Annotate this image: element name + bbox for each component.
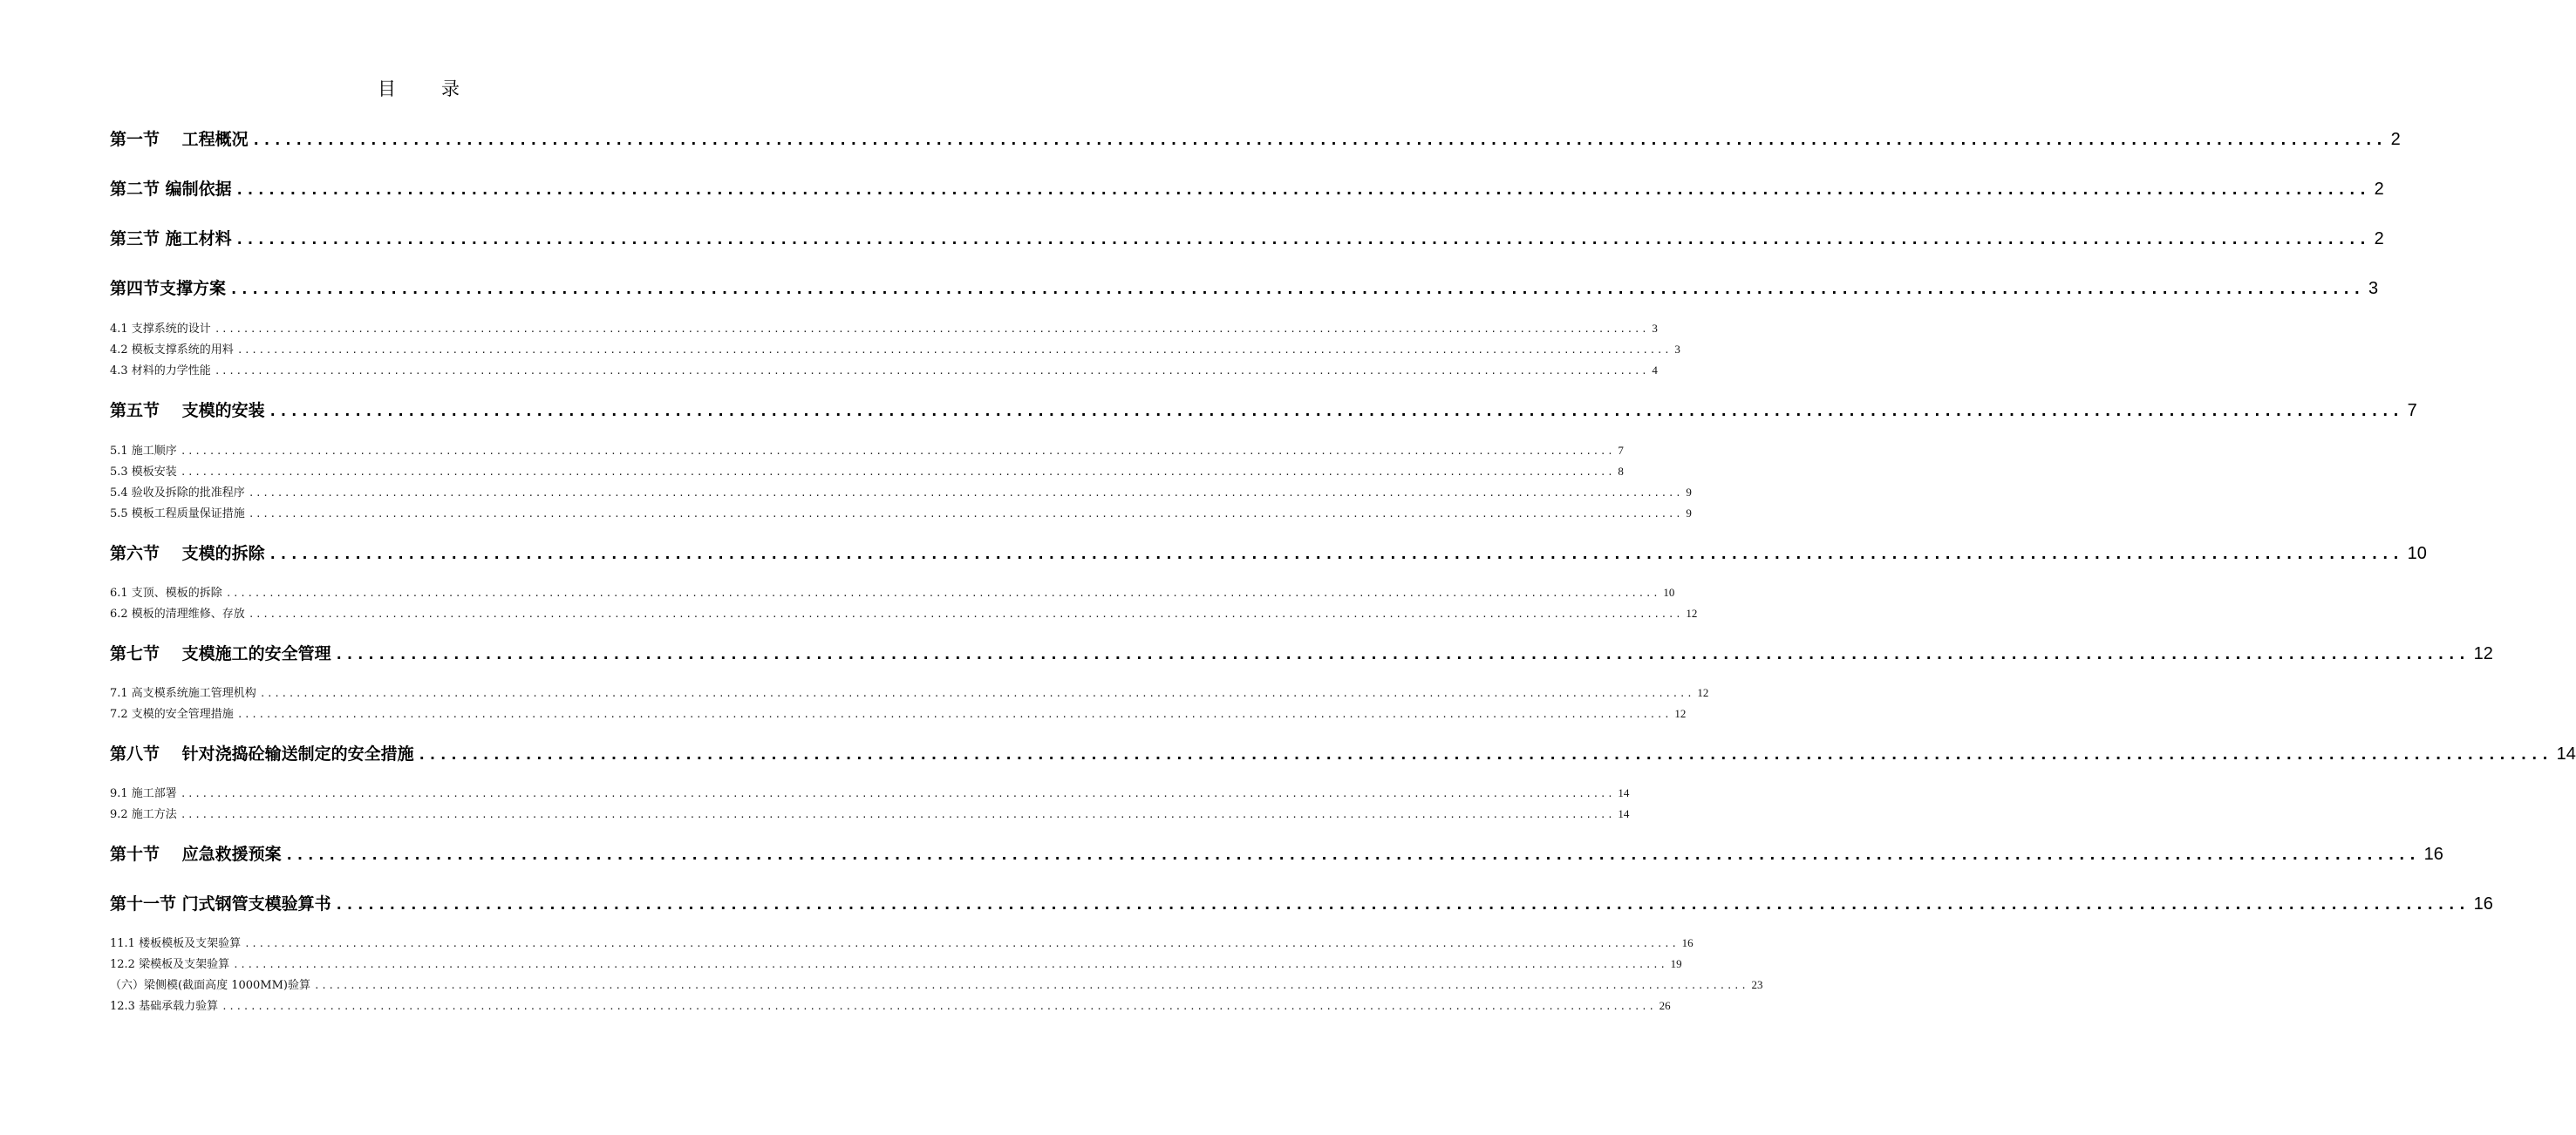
leader-dots: ........................................................................................................................................................................................................ [259, 688, 1694, 699]
toc-entry-label: 第七节 支模施工的安全管理 [110, 644, 331, 663]
toc-entry[interactable] [110, 275, 2379, 298]
toc-entry-label: 9.1 施工部署 [110, 787, 177, 800]
toc-entry-page: 14 [1618, 807, 1630, 820]
leader-dots: ........................................................................................................................................................................................................ [248, 487, 1683, 499]
toc-entry-label: （六）梁侧模(截面高度 1000MM)验算 [110, 979, 310, 992]
toc-subentry[interactable] [110, 483, 1692, 500]
toc-entry-label: 第十一节 门式钢管支模验算书 [110, 894, 331, 914]
toc-entry-page: 16 [1681, 936, 1693, 949]
toc-entry-page: 12 [1674, 707, 1687, 720]
toc-entry-label: 第一节 工程概况 [110, 130, 249, 149]
toc-entry-page: 7 [1618, 444, 1624, 457]
toc-entry-page: 2 [2390, 130, 2401, 149]
toc-entry-label: 4.2 模板支撑系统的用料 [110, 343, 234, 357]
leader-dots: ........................................................................................................................................................................................................ [417, 746, 2552, 764]
toc-entry-label: 7.2 支模的安全管理措施 [110, 708, 234, 721]
leader-dots: ........................................................................................................................................................................................................ [180, 466, 1615, 478]
toc-entry[interactable] [110, 641, 2493, 663]
toc-entry-label: 5.4 验收及拆除的批准程序 [110, 486, 245, 500]
toc-entry-page: 23 [1751, 978, 1763, 991]
toc-entry-label: 第八节 针对浇捣砼输送制定的安全措施 [110, 744, 414, 764]
leader-dots: ........................................................................................................................................................................................................ [180, 445, 1615, 457]
toc-entry-page: 19 [1670, 957, 1682, 970]
toc-subentry[interactable] [110, 784, 1630, 800]
toc-entry-label: 7.1 高支模系统施工管理机构 [110, 687, 256, 700]
toc-entry-label: 9.2 施工方法 [110, 808, 177, 821]
leader-dots: ........................................................................................................................................................................................................ [214, 323, 1649, 335]
toc-entry-page: 4 [1652, 364, 1658, 377]
toc-entry-page: 9 [1686, 486, 1692, 499]
toc-subentry[interactable] [110, 975, 1763, 992]
toc-subentry[interactable] [110, 504, 1692, 520]
toc-entry-page: 9 [1686, 506, 1692, 520]
toc-entry-label: 6.1 支顶、模板的拆除 [110, 587, 222, 600]
toc-entry[interactable] [110, 176, 2384, 199]
toc-entry-page: 26 [1659, 999, 1671, 1012]
toc-entry-page: 3 [1652, 322, 1658, 335]
leader-dots: ........................................................................................................................................................................................................ [214, 365, 1649, 377]
toc-entry-page: 2 [2374, 180, 2384, 199]
leader-dots: ........................................................................................................................................................................................................ [229, 281, 2363, 298]
toc-entry-page: 12 [2473, 644, 2493, 663]
toc-subentry[interactable] [110, 704, 1687, 721]
toc-entry-page: 10 [1663, 586, 1675, 599]
toc-entry-label: 5.3 模板安装 [110, 466, 177, 479]
toc-entry-label: 第十节 应急救援预案 [110, 845, 282, 864]
leader-dots: ........................................................................................................................................................................................................ [235, 181, 2369, 199]
toc-subentry[interactable] [110, 583, 1675, 600]
toc-entry-label: 12.3 基础承载力验算 [110, 1000, 219, 1013]
leader-dots: ........................................................................................................................................................................................................ [268, 546, 2402, 563]
title-char-2: 录 [441, 78, 460, 99]
leader-dots: ........................................................................................................................................................................................................ [180, 809, 1615, 820]
leader-dots: ........................................................................................................................................................................................................ [334, 896, 2469, 914]
leader-dots: ........................................................................................................................................................................................................ [334, 646, 2469, 663]
title-char-1: 目 [378, 78, 396, 99]
leader-dots: ........................................................................................................................................................................................................ [236, 709, 1672, 720]
leader-dots: ........................................................................................................................................................................................................ [221, 1001, 1656, 1012]
toc-entry-label: 6.2 模板的清理维修、存放 [110, 608, 245, 621]
toc-entry[interactable] [110, 540, 2427, 563]
toc-entry[interactable] [110, 126, 2401, 149]
toc-subentry[interactable] [110, 441, 1624, 458]
toc-entry-page: 14 [1618, 786, 1630, 799]
toc-entry-page: 12 [1686, 607, 1698, 620]
toc-subentry[interactable] [110, 361, 1658, 377]
toc-entry-page: 14 [2556, 744, 2576, 764]
toc-subentry[interactable] [110, 996, 1671, 1013]
toc-entry-label: 第五节 支模的安装 [110, 401, 265, 420]
toc-entry-page: 2 [2374, 229, 2384, 248]
toc-entry[interactable] [110, 226, 2384, 248]
leader-dots: ........................................................................................................................................................................................................ [251, 132, 2386, 149]
toc-entry-label: 第三节 施工材料 [110, 229, 232, 248]
toc-entry[interactable] [110, 841, 2443, 864]
toc-subentry[interactable] [110, 462, 1624, 479]
toc-entry-label: 第二节 编制依据 [110, 180, 232, 199]
toc-entry-label: 11.1 楼板模板及支架验算 [110, 937, 242, 950]
leader-dots: ........................................................................................................................................................................................................ [313, 980, 1748, 991]
toc-entry-page: 16 [2473, 894, 2493, 914]
toc-entry[interactable] [110, 741, 2576, 764]
toc-entry[interactable] [110, 398, 2417, 420]
leader-dots: ........................................................................................................................................................................................................ [233, 959, 1667, 970]
toc-entry-page: 16 [2423, 845, 2443, 864]
toc-entry-page: 10 [2407, 544, 2427, 563]
toc-entry-label: 第六节 支模的拆除 [110, 544, 265, 563]
toc-entry-page: 7 [2407, 401, 2417, 420]
toc-subentry[interactable] [110, 934, 1693, 950]
toc-subentry[interactable] [110, 340, 1680, 357]
toc-entry[interactable] [110, 891, 2493, 914]
toc-entry-page: 3 [2368, 279, 2379, 298]
toc-entry-label: 第四节支撑方案 [110, 279, 227, 298]
toc-entry-page: 3 [1674, 343, 1680, 356]
toc-entry-label: 12.2 梁模板及支架验算 [110, 958, 230, 971]
leader-dots: ........................................................................................................................................................................................................ [225, 588, 1660, 599]
toc-entry-label: 5.1 施工顺序 [110, 445, 177, 458]
toc-subentry[interactable] [110, 319, 1658, 336]
leader-dots: ........................................................................................................................................................................................................ [236, 344, 1672, 356]
leader-dots: ........................................................................................................................................................................................................ [248, 608, 1683, 620]
leader-dots: ........................................................................................................................................................................................................ [284, 846, 2419, 864]
toc-title [0, 75, 837, 101]
toc-entry-label: 5.5 模板工程质量保证措施 [110, 507, 245, 520]
leader-dots: ........................................................................................................................................................................................................ [248, 508, 1683, 520]
leader-dots: ........................................................................................................................................................................................................ [244, 938, 1679, 949]
toc-subentry[interactable] [110, 683, 1709, 700]
toc-entry-page: 12 [1697, 686, 1709, 699]
leader-dots: ........................................................................................................................................................................................................ [235, 231, 2369, 248]
toc-subentry[interactable] [110, 955, 1682, 971]
toc-entry-label: 4.3 材料的力学性能 [110, 364, 211, 377]
leader-dots: ........................................................................................................................................................................................................ [268, 403, 2402, 420]
toc-subentry[interactable] [110, 805, 1630, 821]
toc-entry-label: 4.1 支撑系统的设计 [110, 323, 211, 336]
toc-subentry[interactable] [110, 604, 1698, 621]
leader-dots: ........................................................................................................................................................................................................ [180, 788, 1615, 799]
toc-entry-page: 8 [1618, 465, 1624, 478]
